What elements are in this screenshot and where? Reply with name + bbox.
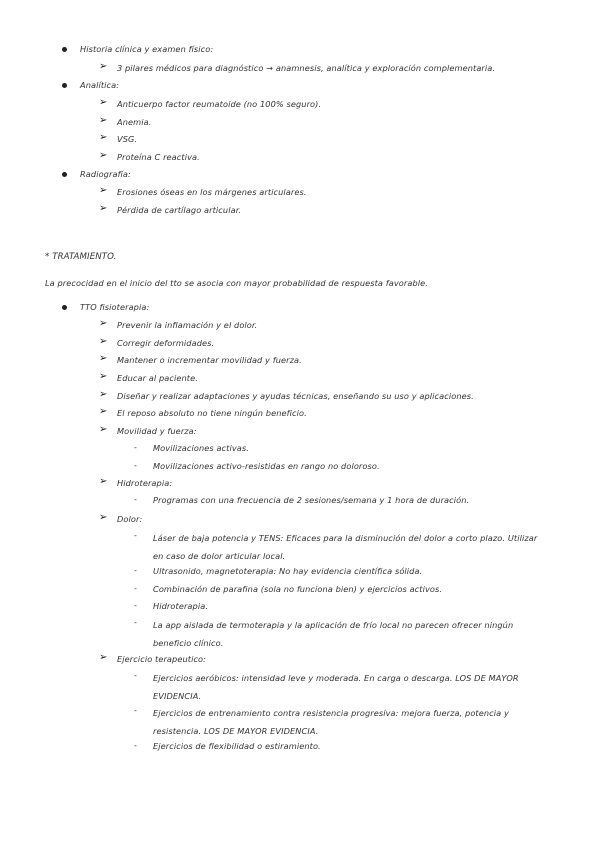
dash-marker: - <box>134 618 137 627</box>
tratamiento-intro: La precocidad en el inicio del tto se asocia con mayor probabilidad de respuesta favorable. <box>45 278 429 288</box>
analitica-item: Anticuerpo factor reumatoide (no 100% seguro). <box>117 99 322 109</box>
arrow-head-icon: ➢ <box>99 132 108 143</box>
movilidad-item: Movilizaciones activas. <box>153 443 249 453</box>
dolor-label: Dolor: <box>117 514 143 524</box>
arrow-head-icon: ➢ <box>99 652 108 663</box>
dash-marker: - <box>134 741 137 750</box>
dolor-item: Ultrasonido, magnetoterapia: No hay evidencia científica sólida. <box>153 566 423 576</box>
fisioterapia-label: TTO fisioterapia: <box>80 302 150 312</box>
dolor-item: Láser de baja potencia y TENS: Eficaces para la disminución del dolor a corto plazo. Utilizar en caso de dolor articular local. <box>153 533 538 561</box>
analitica-item: VSG. <box>117 134 138 144</box>
arrow-head-icon: ➢ <box>99 61 108 72</box>
dash-marker: - <box>134 495 137 504</box>
ejercicio-item: Ejercicios aeróbicos: intensidad leve y moderada. En carga o descarga. LOS DE MAYOR EVIDENCIA. <box>153 673 519 701</box>
analitica-item: Anemia. <box>117 117 152 127</box>
ejercicio-item: Ejercicios de flexibilidad o estiramiento. <box>153 741 321 751</box>
arrow-head-icon: ➢ <box>99 203 108 214</box>
dash-marker: - <box>134 584 137 593</box>
arrow-head-icon: ➢ <box>99 389 108 400</box>
ejercicio-item: Ejercicios de entrenamiento contra resistencia progresiva: mejora fuerza, potencia y resistencia. LOS DE MAYOR EVIDENCIA. <box>153 708 509 736</box>
dash-marker: - <box>134 531 137 540</box>
arrow-head-icon: ➢ <box>99 512 108 523</box>
movilidad-item: Movilizaciones activo-resistidas en rango no doloroso. <box>153 461 380 471</box>
pilares-text: 3 pilares médicos para diagnóstico → anamnesis, analítica y exploración complementaria. <box>117 63 496 73</box>
arrow-head-icon: ➢ <box>99 406 108 417</box>
movilidad-label: Movilidad y fuerza: <box>117 426 197 436</box>
fisio-item: Educar al paciente. <box>117 373 198 383</box>
arrow-head-icon: ➢ <box>99 115 108 126</box>
radiografia-item: Pérdida de cartílago articular. <box>117 205 242 215</box>
dash-marker: - <box>134 671 137 680</box>
arrow-head-icon: ➢ <box>99 150 108 161</box>
arrow-head-icon: ➢ <box>99 185 108 196</box>
arrow-head-icon: ➢ <box>99 353 108 364</box>
arrow-head-icon: ➢ <box>99 97 108 108</box>
radiografia-item: Erosiones óseas en los márgenes articulares. <box>117 187 307 197</box>
radiografia-label: Radiografía: <box>80 169 131 179</box>
dash-marker: - <box>134 566 137 575</box>
fisio-item: El reposo absoluto no tiene ningún beneficio. <box>117 408 307 418</box>
bullet-dot-icon <box>62 83 67 88</box>
arrow-head-icon: ➢ <box>99 336 108 347</box>
arrow-head-icon: ➢ <box>99 424 108 435</box>
hidroterapia-item: Programas con una frecuencia de 2 sesiones/semana y 1 hora de duración. <box>153 495 470 505</box>
dolor-item: Combinación de parafina (sola no funciona bien) y ejercicios activos. <box>153 584 443 594</box>
arrow-head-icon: ➢ <box>99 371 108 382</box>
bullet-dot-icon <box>62 172 67 177</box>
ejercicio-label: Ejercicio terapeutico: <box>117 654 207 664</box>
fisio-item: Diseñar y realizar adaptaciones y ayudas técnicas, enseñando su uso y aplicaciones. <box>117 391 474 401</box>
analitica-item: Proteína C reactiva. <box>117 152 200 162</box>
dolor-item: Hidroterapia. <box>153 601 209 611</box>
dash-marker: - <box>134 601 137 610</box>
dash-marker: - <box>134 706 137 715</box>
historia-label: Historia clínica y examen físico: <box>80 44 214 54</box>
dash-marker: - <box>134 461 137 470</box>
bullet-dot-icon <box>62 305 67 310</box>
arrow-head-icon: ➢ <box>99 476 108 487</box>
fisio-item: Corregir deformidades. <box>117 338 215 348</box>
tratamiento-heading: * TRATAMIENTO. <box>45 252 117 262</box>
hidroterapia-label: Hidroterapia: <box>117 478 173 488</box>
arrow-head-icon: ➢ <box>99 318 108 329</box>
dolor-item: La app aislada de termoterapia y la aplicación de frío local no parecen ofrecer ningún beneficio clínico. <box>153 620 514 648</box>
analitica-label: Analítica: <box>80 80 120 90</box>
dash-marker: - <box>134 443 137 452</box>
bullet-dot-icon <box>62 47 67 52</box>
fisio-item: Mantener o incrementar movilidad y fuerza. <box>117 355 302 365</box>
fisio-item: Prevenir la inflamación y el dolor. <box>117 320 258 330</box>
